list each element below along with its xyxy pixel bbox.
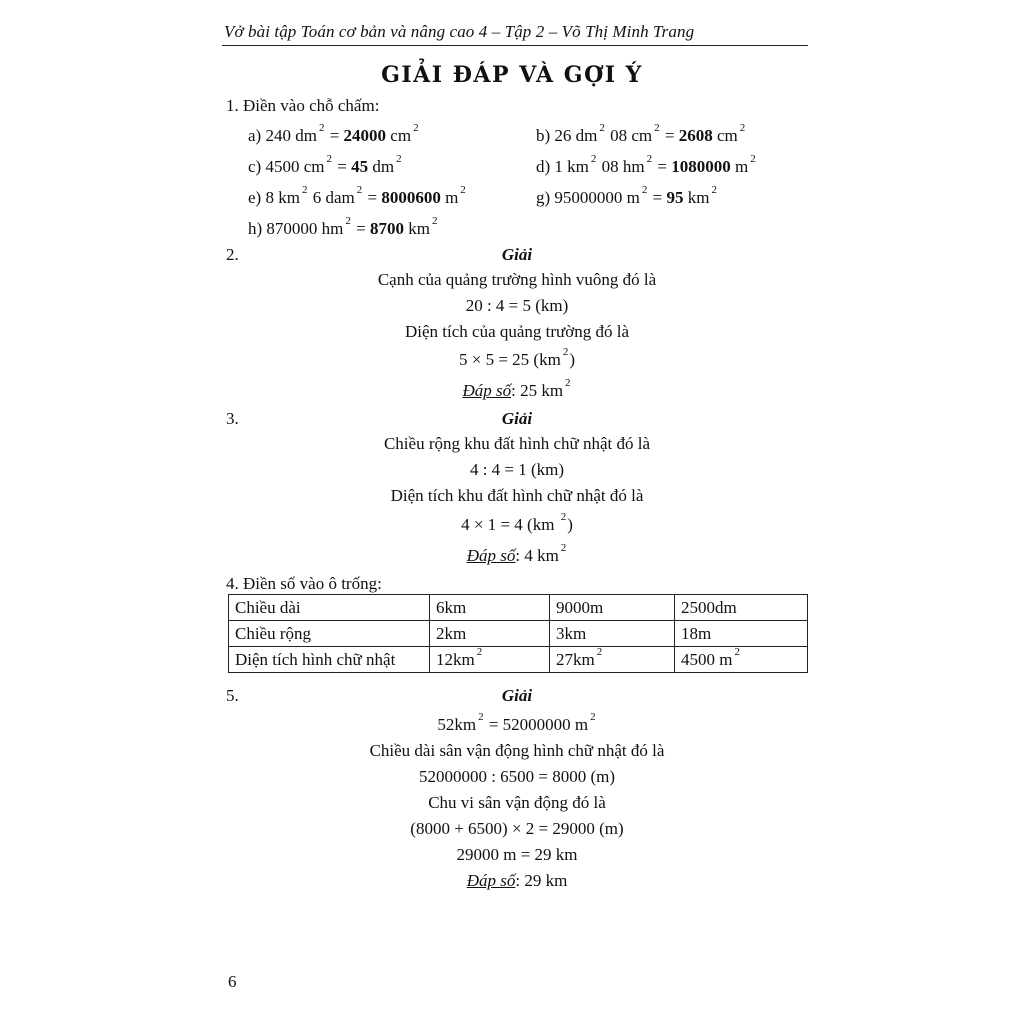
sq: 2 bbox=[599, 122, 605, 135]
sq: 2 bbox=[326, 153, 332, 166]
q1-d-mid: 08 hm bbox=[597, 157, 645, 176]
q5-line-3: 52000000 : 6500 = 8000 (m) bbox=[418, 767, 616, 786]
q5-number: 5. bbox=[226, 686, 239, 705]
q1-b bbox=[536, 122, 746, 146]
header-rule bbox=[222, 45, 808, 46]
q1-d-unit: m bbox=[730, 157, 749, 176]
q5-giai: Giải bbox=[501, 686, 533, 705]
sq: 2 bbox=[318, 122, 325, 135]
q1-b-eq: = bbox=[660, 126, 679, 145]
q1-g bbox=[536, 184, 718, 208]
table-row bbox=[229, 621, 808, 647]
sq: 2 bbox=[565, 377, 571, 390]
table-cell: Chiều rộng bbox=[229, 621, 430, 647]
page-title: GIẢI ĐÁP VÀ GỢI Ý bbox=[381, 62, 643, 88]
sq: 2 bbox=[431, 215, 438, 228]
q1-c bbox=[248, 153, 403, 177]
q1-d-eq: = bbox=[653, 157, 672, 176]
sq: 2 bbox=[590, 153, 597, 166]
running-header: Vở bài tập Toán cơ bản và nâng cao 4 – Tập 2 – Võ Thị Minh Trang bbox=[224, 22, 695, 41]
q2-line-1: Cạnh của quảng trường hình vuông đó là bbox=[377, 270, 657, 289]
q1-a-unit: cm bbox=[386, 126, 412, 145]
q5-line-6: 29000 m = 29 km bbox=[456, 845, 578, 864]
q2-answer-value: : 25 km bbox=[511, 381, 564, 400]
q1-a-eq: = bbox=[325, 126, 344, 145]
table-cell bbox=[430, 647, 550, 673]
q1-e-unit: m bbox=[440, 188, 459, 207]
sq: 2 bbox=[345, 215, 351, 228]
sq: 2 bbox=[560, 542, 567, 555]
q5-line-4: Chu vi sân vận động đó là bbox=[428, 793, 606, 812]
q1-c-unit: dm bbox=[368, 157, 395, 176]
q2-answer bbox=[0, 377, 1024, 401]
sq: 2 bbox=[654, 122, 660, 135]
q3-line-3: Diện tích khu đất hình chữ nhật đó là bbox=[390, 486, 644, 505]
q1-label: 1. Điền vào chỗ chấm: bbox=[226, 96, 380, 115]
answer-label: Đáp số bbox=[462, 381, 512, 400]
q1-h-answer: 8700 bbox=[369, 219, 404, 238]
q1-e-eq: = bbox=[363, 188, 382, 207]
q2-line-4-b: ) bbox=[569, 350, 575, 369]
q5-line-2: Chiều dài sân vận động hình chữ nhật đó là bbox=[369, 741, 665, 760]
q2-line-2: 20 : 4 = 5 (km) bbox=[465, 296, 569, 315]
page-number: 6 bbox=[228, 972, 237, 991]
sq: 2 bbox=[478, 711, 484, 724]
cell-value: 27km bbox=[556, 649, 595, 669]
q5-line-5: (8000 + 6500) × 2 = 29000 (m) bbox=[410, 819, 624, 838]
table-cell: 9000m bbox=[550, 595, 675, 621]
q2-giai: Giải bbox=[501, 245, 533, 264]
q1-e bbox=[248, 184, 467, 208]
sq: 2 bbox=[460, 184, 466, 197]
q5-line-1 bbox=[0, 711, 1024, 735]
q5-line-1-a: 52km bbox=[437, 715, 477, 734]
q3-line-4 bbox=[0, 511, 1024, 535]
sq: 2 bbox=[646, 153, 653, 166]
q1-d-pre: d) 1 km bbox=[536, 157, 589, 176]
table-cell: 2500dm bbox=[675, 595, 808, 621]
table-cell bbox=[675, 647, 808, 673]
table-cell: Chiều dài bbox=[229, 595, 430, 621]
table-cell bbox=[550, 647, 675, 673]
sq: 2 bbox=[560, 511, 567, 524]
q3-line-2: 4 : 4 = 1 (km) bbox=[469, 460, 565, 479]
table-row bbox=[229, 647, 808, 673]
q2-line-4 bbox=[0, 346, 1024, 370]
sq: 2 bbox=[396, 153, 402, 166]
sq: 2 bbox=[413, 122, 419, 135]
q3-number: 3. bbox=[226, 409, 239, 428]
sq: 2 bbox=[476, 645, 483, 658]
q1-g-eq: = bbox=[648, 188, 667, 207]
q3-answer-value: : 4 km bbox=[515, 546, 559, 565]
sq: 2 bbox=[356, 184, 363, 197]
q1-d-answer: 1080000 bbox=[671, 157, 731, 176]
q2-number: 2. bbox=[226, 245, 239, 264]
q5-answer-value: : 29 km bbox=[515, 871, 568, 890]
sq: 2 bbox=[711, 184, 717, 197]
q1-e-mid: 6 dam bbox=[308, 188, 355, 207]
sq: 2 bbox=[596, 645, 603, 658]
sq: 2 bbox=[562, 346, 569, 359]
sq: 2 bbox=[641, 184, 648, 197]
q1-a bbox=[248, 122, 420, 146]
q1-h-pre: h) 870000 hm bbox=[248, 219, 344, 238]
answer-label: Đáp số bbox=[466, 546, 516, 565]
q1-d bbox=[536, 153, 757, 177]
cell-value: 4500 m bbox=[681, 649, 733, 669]
q1-g-pre: g) 95000000 m bbox=[536, 188, 640, 207]
q1-e-pre: e) 8 km bbox=[248, 188, 300, 207]
q3-line-1: Chiều rộng khu đất hình chữ nhật đó là bbox=[383, 434, 651, 453]
q5-answer bbox=[0, 871, 1024, 891]
q1-c-eq: = bbox=[332, 157, 352, 176]
table-cell: Diện tích hình chữ nhật bbox=[229, 647, 430, 673]
q1-h-unit: km bbox=[403, 219, 430, 238]
q1-b-unit: cm bbox=[712, 126, 738, 145]
q1-h-eq: = bbox=[351, 219, 370, 238]
q1-g-unit: km bbox=[683, 188, 710, 207]
sq: 2 bbox=[590, 711, 596, 724]
q1-e-answer: 8000600 bbox=[381, 188, 441, 207]
q1-h bbox=[248, 215, 438, 239]
table-row bbox=[229, 595, 808, 621]
sq: 2 bbox=[734, 645, 740, 658]
table-cell: 18m bbox=[675, 621, 808, 647]
answer-label: Đáp số bbox=[466, 871, 516, 890]
table-cell: 2km bbox=[430, 621, 550, 647]
q1-g-answer: 95 bbox=[666, 188, 684, 207]
q2-line-3: Diện tích của quảng trường đó là bbox=[404, 322, 630, 341]
q1-a-answer: 24000 bbox=[343, 126, 387, 145]
q3-line-4-b: ) bbox=[567, 515, 573, 534]
q5-line-1-b: = 52000000 m bbox=[484, 715, 589, 734]
q4-label: 4. Điền số vào ô trống: bbox=[226, 574, 382, 593]
q1-b-pre: b) 26 dm bbox=[536, 126, 598, 145]
q3-line-4-a: 4 × 1 = 4 (km bbox=[461, 515, 559, 534]
table-cell: 6km bbox=[430, 595, 550, 621]
q4-table bbox=[228, 594, 808, 673]
q1-c-pre: c) 4500 cm bbox=[248, 157, 325, 176]
table-cell: 3km bbox=[550, 621, 675, 647]
q1-c-answer: 45 bbox=[351, 157, 369, 176]
q3-answer bbox=[0, 542, 1024, 566]
q3-giai: Giải bbox=[501, 409, 533, 428]
sq: 2 bbox=[750, 153, 756, 166]
q1-b-mid: 08 cm bbox=[605, 126, 653, 145]
cell-value: 12km bbox=[436, 649, 475, 669]
sq: 2 bbox=[301, 184, 308, 197]
sq: 2 bbox=[739, 122, 746, 135]
q2-line-4-a: 5 × 5 = 25 (km bbox=[459, 350, 561, 369]
q1-b-answer: 2608 bbox=[678, 126, 713, 145]
q1-a-pre: a) 240 dm bbox=[248, 126, 317, 145]
